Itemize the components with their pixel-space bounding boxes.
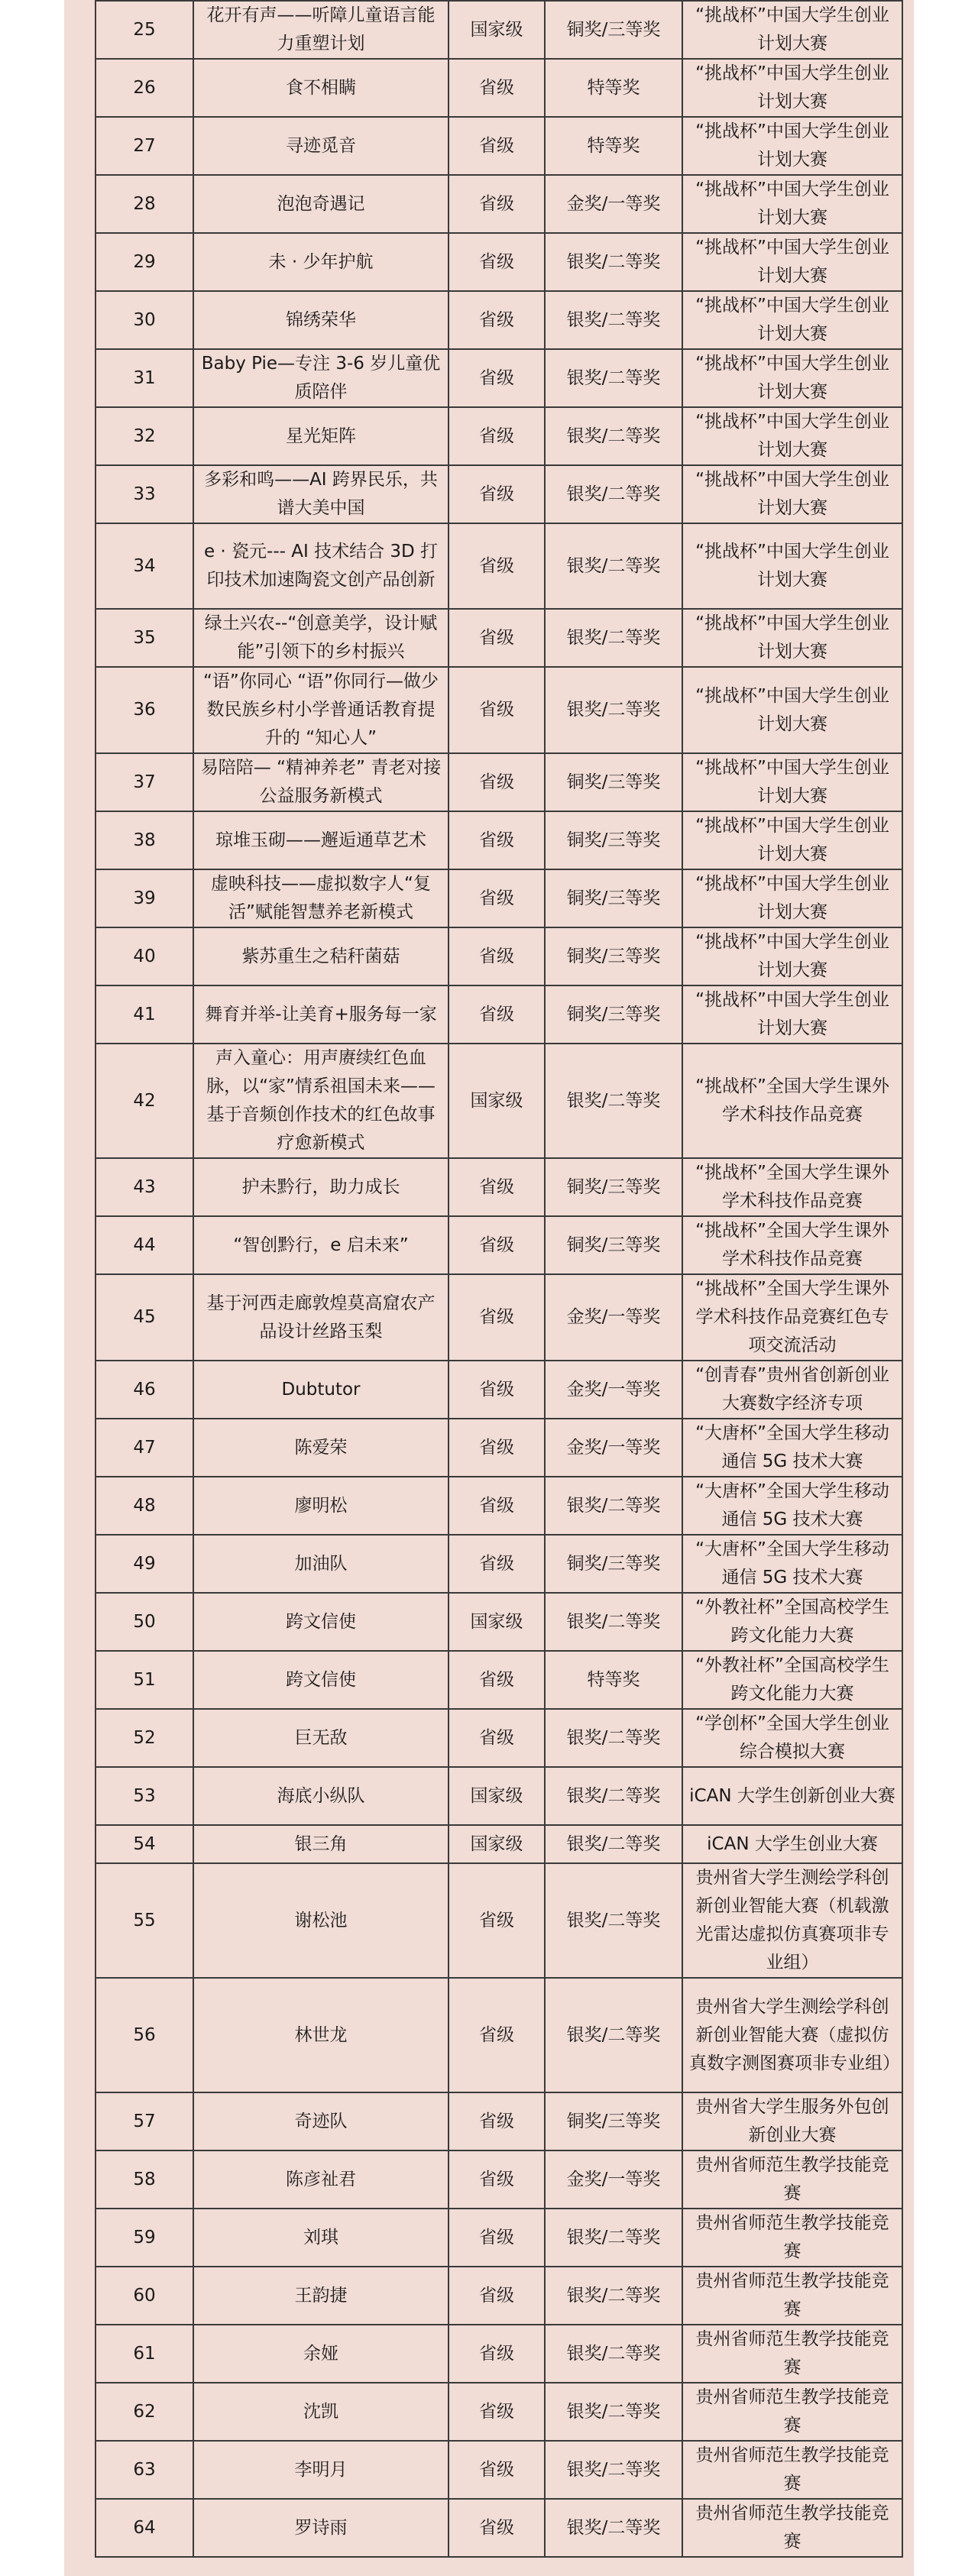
table-row	[96, 1158, 902, 1216]
award-level-cell: 省级	[449, 1863, 545, 1978]
award-grade-cell: 银奖/二等奖	[545, 2383, 682, 2441]
row-number-cell: 47	[96, 1419, 193, 1477]
award-grade-cell: 银奖/二等奖	[545, 1863, 682, 1978]
row-number-cell: 62	[96, 2383, 193, 2441]
row-number-cell: 57	[96, 2092, 193, 2150]
project-name-cell: 基于河西走廊敦煌莫高窟农产品设计丝路玉梨	[193, 1274, 449, 1361]
award-grade-cell: 银奖/二等奖	[545, 1767, 682, 1825]
table-row	[96, 523, 902, 609]
award-grade-cell: 银奖/二等奖	[545, 233, 682, 291]
award-grade-cell: 铜奖/三等奖	[545, 2092, 682, 2150]
award-level-cell: 省级	[449, 2267, 545, 2325]
competition-name-cell: “挑战杯”中国大学生创业计划大赛	[682, 59, 902, 117]
award-level-cell: 国家级	[449, 1044, 545, 1158]
project-name-cell: 泡泡奇遇记	[193, 175, 449, 233]
project-name-cell: 余娅	[193, 2325, 449, 2383]
table-row	[96, 985, 902, 1044]
award-level-cell: 省级	[449, 175, 545, 233]
competition-name-cell: “挑战杯”全国大学生课外学术科技作品竞赛	[682, 1216, 902, 1274]
row-number-cell: 42	[96, 1044, 193, 1158]
award-level-cell: 省级	[449, 465, 545, 523]
project-name-cell: 易陪陪— “精神养老” 青老对接公益服务新模式	[193, 753, 449, 811]
project-name-cell: 绿土兴农--“创意美学，设计赋能”引领下的乡村振兴	[193, 609, 449, 667]
table-row	[96, 927, 902, 985]
competition-name-cell: “挑战杯”中国大学生创业计划大赛	[682, 291, 902, 349]
table-row	[96, 59, 902, 117]
competition-name-cell: “大唐杯”全国大学生移动通信 5G 技术大赛	[682, 1535, 902, 1593]
award-grade-cell: 金奖/一等奖	[545, 1274, 682, 1361]
project-name-cell: 食不相瞒	[193, 59, 449, 117]
project-name-cell: 银三角	[193, 1825, 449, 1863]
row-number-cell: 52	[96, 1709, 193, 1767]
competition-name-cell: “大唐杯”全国大学生移动通信 5G 技术大赛	[682, 1419, 902, 1477]
row-number-cell: 41	[96, 985, 193, 1044]
project-name-cell: 多彩和鸣——AI 跨界民乐，共谱大美中国	[193, 465, 449, 523]
project-name-cell: 罗诗雨	[193, 2499, 449, 2557]
award-level-cell: 国家级	[449, 1593, 545, 1651]
table-row	[96, 1593, 902, 1651]
competition-name-cell: 贵州省大学生服务外包创新创业大赛	[682, 2092, 902, 2150]
project-name-cell: 李明月	[193, 2441, 449, 2499]
award-level-cell: 省级	[449, 1651, 545, 1709]
award-grade-cell: 银奖/二等奖	[545, 609, 682, 667]
project-name-cell: 巨无敌	[193, 1709, 449, 1767]
table-row	[96, 1477, 902, 1535]
competition-name-cell: “挑战杯”中国大学生创业计划大赛	[682, 609, 902, 667]
award-grade-cell: 铜奖/三等奖	[545, 753, 682, 811]
row-number-cell: 63	[96, 2441, 193, 2499]
table-row	[96, 2499, 902, 2557]
row-number-cell: 64	[96, 2499, 193, 2557]
row-number-cell: 31	[96, 349, 193, 407]
award-level-cell: 省级	[449, 2209, 545, 2267]
row-number-cell: 37	[96, 753, 193, 811]
project-name-cell: 星光矩阵	[193, 407, 449, 465]
row-number-cell: 38	[96, 811, 193, 869]
project-name-cell: 护未黔行，助力成长	[193, 1158, 449, 1216]
project-name-cell: 琼堆玉砌——邂逅通草艺术	[193, 811, 449, 869]
row-number-cell: 49	[96, 1535, 193, 1593]
row-number-cell: 40	[96, 927, 193, 985]
competition-name-cell: “挑战杯”中国大学生创业计划大赛	[682, 667, 902, 753]
award-level-cell: 省级	[449, 667, 545, 753]
table-row	[96, 1, 902, 59]
competition-name-cell: 贵州省师范生教学技能竞赛	[682, 2267, 902, 2325]
award-level-cell: 省级	[449, 1158, 545, 1216]
table-row	[96, 1709, 902, 1767]
award-level-cell: 国家级	[449, 1, 545, 59]
award-grade-cell: 银奖/二等奖	[545, 1709, 682, 1767]
project-name-cell: 陈彦祉君	[193, 2150, 449, 2209]
award-level-cell: 省级	[449, 1274, 545, 1361]
award-level-cell: 省级	[449, 291, 545, 349]
competition-name-cell: “外教社杯”全国高校学生跨文化能力大赛	[682, 1593, 902, 1651]
award-grade-cell: 金奖/一等奖	[545, 1361, 682, 1419]
award-grade-cell: 银奖/二等奖	[545, 291, 682, 349]
award-level-cell: 省级	[449, 753, 545, 811]
award-level-cell: 省级	[449, 1477, 545, 1535]
award-level-cell: 省级	[449, 1709, 545, 1767]
award-grade-cell: 铜奖/三等奖	[545, 985, 682, 1044]
award-grade-cell: 银奖/二等奖	[545, 1477, 682, 1535]
competition-name-cell: “挑战杯”中国大学生创业计划大赛	[682, 869, 902, 927]
award-level-cell: 省级	[449, 349, 545, 407]
competition-name-cell: 贵州省大学生测绘学科创新创业智能大赛（机载激光雷达虚拟仿真赛项非专业组）	[682, 1863, 902, 1978]
table-row	[96, 2209, 902, 2267]
table-row	[96, 291, 902, 349]
award-grade-cell: 银奖/二等奖	[545, 465, 682, 523]
competition-name-cell: “挑战杯”中国大学生创业计划大赛	[682, 811, 902, 869]
awards-table	[95, 0, 903, 2558]
award-level-cell: 省级	[449, 985, 545, 1044]
project-name-cell: 沈凯	[193, 2383, 449, 2441]
project-name-cell: 奇迹队	[193, 2092, 449, 2150]
table-row	[96, 869, 902, 927]
award-level-cell: 省级	[449, 2499, 545, 2557]
row-number-cell: 29	[96, 233, 193, 291]
table-row	[96, 2325, 902, 2383]
row-number-cell: 36	[96, 667, 193, 753]
row-number-cell: 56	[96, 1978, 193, 2092]
competition-name-cell: “挑战杯”全国大学生课外学术科技作品竞赛	[682, 1044, 902, 1158]
row-number-cell: 27	[96, 117, 193, 175]
competition-name-cell: “学创杯”全国大学生创业综合模拟大赛	[682, 1709, 902, 1767]
award-grade-cell: 银奖/二等奖	[545, 2267, 682, 2325]
row-number-cell: 39	[96, 869, 193, 927]
row-number-cell: 25	[96, 1, 193, 59]
award-grade-cell: 铜奖/三等奖	[545, 1, 682, 59]
competition-name-cell: 贵州省师范生教学技能竞赛	[682, 2441, 902, 2499]
competition-name-cell: 贵州省大学生测绘学科创新创业智能大赛（虚拟仿真数字测图赛项非专业组）	[682, 1978, 902, 2092]
row-number-cell: 59	[96, 2209, 193, 2267]
table-row	[96, 667, 902, 753]
table-row	[96, 2150, 902, 2209]
award-level-cell: 省级	[449, 869, 545, 927]
award-level-cell: 国家级	[449, 1767, 545, 1825]
award-level-cell: 省级	[449, 609, 545, 667]
table-row	[96, 2383, 902, 2441]
project-name-cell: 花开有声——听障儿童语言能力重塑计划	[193, 1, 449, 59]
project-name-cell: 声入童心：用声赓续红色血脉，以“家”情系祖国未来——基于音频创作技术的红色故事疗愈新模式	[193, 1044, 449, 1158]
table-row	[96, 1978, 902, 2092]
table-row	[96, 465, 902, 523]
award-level-cell: 省级	[449, 1535, 545, 1593]
project-name-cell: 谢松池	[193, 1863, 449, 1978]
table-row	[96, 175, 902, 233]
award-grade-cell: 银奖/二等奖	[545, 2499, 682, 2557]
award-level-cell: 省级	[449, 2383, 545, 2441]
table-row	[96, 2441, 902, 2499]
competition-name-cell: “挑战杯”中国大学生创业计划大赛	[682, 407, 902, 465]
project-name-cell: 王韵捷	[193, 2267, 449, 2325]
award-grade-cell: 银奖/二等奖	[545, 667, 682, 753]
award-level-cell: 省级	[449, 811, 545, 869]
row-number-cell: 33	[96, 465, 193, 523]
table-row	[96, 117, 902, 175]
project-name-cell: 未 · 少年护航	[193, 233, 449, 291]
award-grade-cell: 铜奖/三等奖	[545, 927, 682, 985]
award-level-cell: 省级	[449, 1361, 545, 1419]
project-name-cell: “智创黔行，e 启未来”	[193, 1216, 449, 1274]
row-number-cell: 46	[96, 1361, 193, 1419]
row-number-cell: 45	[96, 1274, 193, 1361]
row-number-cell: 60	[96, 2267, 193, 2325]
competition-name-cell: iCAN 大学生创业大赛	[682, 1825, 902, 1863]
project-name-cell: “语”你同心 “语”你同行—做少数民族乡村小学普通话教育提升的 “知心人”	[193, 667, 449, 753]
award-level-cell: 国家级	[449, 1825, 545, 1863]
award-grade-cell: 银奖/二等奖	[545, 2209, 682, 2267]
project-name-cell: 海底小纵队	[193, 1767, 449, 1825]
award-grade-cell: 银奖/二等奖	[545, 1978, 682, 2092]
project-name-cell: 跨文信使	[193, 1651, 449, 1709]
table-row	[96, 2267, 902, 2325]
award-level-cell: 省级	[449, 233, 545, 291]
project-name-cell: 虚映科技——虚拟数字人“复活”赋能智慧养老新模式	[193, 869, 449, 927]
table-row	[96, 753, 902, 811]
competition-name-cell: “大唐杯”全国大学生移动通信 5G 技术大赛	[682, 1477, 902, 1535]
award-grade-cell: 金奖/一等奖	[545, 2150, 682, 2209]
award-level-cell: 省级	[449, 117, 545, 175]
award-grade-cell: 金奖/一等奖	[545, 1419, 682, 1477]
table-row	[96, 1767, 902, 1825]
award-grade-cell: 银奖/二等奖	[545, 407, 682, 465]
competition-name-cell: 贵州省师范生教学技能竞赛	[682, 2383, 902, 2441]
project-name-cell: Dubtutor	[193, 1361, 449, 1419]
competition-name-cell: “挑战杯”中国大学生创业计划大赛	[682, 927, 902, 985]
document-page	[64, 0, 914, 2576]
project-name-cell: 紫苏重生之秸秆菌菇	[193, 927, 449, 985]
table-row	[96, 349, 902, 407]
competition-name-cell: “创青春”贵州省创新创业大赛数字经济专项	[682, 1361, 902, 1419]
row-number-cell: 32	[96, 407, 193, 465]
project-name-cell: 锦绣荣华	[193, 291, 449, 349]
row-number-cell: 35	[96, 609, 193, 667]
project-name-cell: 加油队	[193, 1535, 449, 1593]
project-name-cell: 陈爱荣	[193, 1419, 449, 1477]
row-number-cell: 61	[96, 2325, 193, 2383]
competition-name-cell: 贵州省师范生教学技能竞赛	[682, 2499, 902, 2557]
competition-name-cell: 贵州省师范生教学技能竞赛	[682, 2150, 902, 2209]
project-name-cell: 寻迹觅音	[193, 117, 449, 175]
table-row	[96, 1535, 902, 1593]
award-grade-cell: 特等奖	[545, 59, 682, 117]
award-grade-cell: 特等奖	[545, 117, 682, 175]
table-row	[96, 1361, 902, 1419]
competition-name-cell: “外教社杯”全国高校学生跨文化能力大赛	[682, 1651, 902, 1709]
award-grade-cell: 银奖/二等奖	[545, 1593, 682, 1651]
competition-name-cell: “挑战杯”中国大学生创业计划大赛	[682, 233, 902, 291]
row-number-cell: 34	[96, 523, 193, 609]
award-grade-cell: 铜奖/三等奖	[545, 869, 682, 927]
competition-name-cell: “挑战杯”全国大学生课外学术科技作品竞赛红色专项交流活动	[682, 1274, 902, 1361]
award-level-cell: 省级	[449, 1216, 545, 1274]
award-grade-cell: 银奖/二等奖	[545, 1044, 682, 1158]
award-grade-cell: 特等奖	[545, 1651, 682, 1709]
award-grade-cell: 银奖/二等奖	[545, 2441, 682, 2499]
award-level-cell: 省级	[449, 59, 545, 117]
competition-name-cell: 贵州省师范生教学技能竞赛	[682, 2209, 902, 2267]
competition-name-cell: “挑战杯”中国大学生创业计划大赛	[682, 985, 902, 1044]
table-row	[96, 1216, 902, 1274]
row-number-cell: 30	[96, 291, 193, 349]
table-row	[96, 2092, 902, 2150]
competition-name-cell: “挑战杯”中国大学生创业计划大赛	[682, 1, 902, 59]
competition-name-cell: “挑战杯”中国大学生创业计划大赛	[682, 175, 902, 233]
project-name-cell: Baby Pie—专注 3-6 岁儿童优质陪伴	[193, 349, 449, 407]
project-name-cell: 廖明松	[193, 1477, 449, 1535]
row-number-cell: 43	[96, 1158, 193, 1216]
award-level-cell: 省级	[449, 407, 545, 465]
row-number-cell: 26	[96, 59, 193, 117]
row-number-cell: 48	[96, 1477, 193, 1535]
table-row	[96, 811, 902, 869]
row-number-cell: 53	[96, 1767, 193, 1825]
competition-name-cell: 贵州省师范生教学技能竞赛	[682, 2325, 902, 2383]
table-row	[96, 1863, 902, 1978]
competition-name-cell: “挑战杯”中国大学生创业计划大赛	[682, 523, 902, 609]
award-grade-cell: 银奖/二等奖	[545, 523, 682, 609]
table-row	[96, 1044, 902, 1158]
competition-name-cell: iCAN 大学生创新创业大赛	[682, 1767, 902, 1825]
award-level-cell: 省级	[449, 2325, 545, 2383]
competition-name-cell: “挑战杯”中国大学生创业计划大赛	[682, 349, 902, 407]
project-name-cell: 林世龙	[193, 1978, 449, 2092]
row-number-cell: 54	[96, 1825, 193, 1863]
table-row	[96, 1651, 902, 1709]
award-grade-cell: 银奖/二等奖	[545, 349, 682, 407]
award-level-cell: 省级	[449, 2150, 545, 2209]
award-grade-cell: 铜奖/三等奖	[545, 1216, 682, 1274]
award-grade-cell: 铜奖/三等奖	[545, 811, 682, 869]
table-row	[96, 233, 902, 291]
award-level-cell: 省级	[449, 2441, 545, 2499]
project-name-cell: 舞育并举-让美育+服务每一家	[193, 985, 449, 1044]
project-name-cell: 刘琪	[193, 2209, 449, 2267]
row-number-cell: 55	[96, 1863, 193, 1978]
award-grade-cell: 银奖/二等奖	[545, 1825, 682, 1863]
competition-name-cell: “挑战杯”中国大学生创业计划大赛	[682, 117, 902, 175]
row-number-cell: 58	[96, 2150, 193, 2209]
award-grade-cell: 银奖/二等奖	[545, 2325, 682, 2383]
table-row	[96, 407, 902, 465]
award-grade-cell: 金奖/一等奖	[545, 175, 682, 233]
table-row	[96, 1419, 902, 1477]
table-row	[96, 1825, 902, 1863]
row-number-cell: 44	[96, 1216, 193, 1274]
award-grade-cell: 铜奖/三等奖	[545, 1158, 682, 1216]
competition-name-cell: “挑战杯”中国大学生创业计划大赛	[682, 753, 902, 811]
award-level-cell: 省级	[449, 2092, 545, 2150]
row-number-cell: 51	[96, 1651, 193, 1709]
award-grade-cell: 铜奖/三等奖	[545, 1535, 682, 1593]
project-name-cell: e · 瓷元--- AI 技术结合 3D 打印技术加速陶瓷文创产品创新	[193, 523, 449, 609]
competition-name-cell: “挑战杯”全国大学生课外学术科技作品竞赛	[682, 1158, 902, 1216]
award-level-cell: 省级	[449, 1419, 545, 1477]
award-level-cell: 省级	[449, 927, 545, 985]
row-number-cell: 28	[96, 175, 193, 233]
project-name-cell: 跨文信使	[193, 1593, 449, 1651]
competition-name-cell: “挑战杯”中国大学生创业计划大赛	[682, 465, 902, 523]
row-number-cell: 50	[96, 1593, 193, 1651]
awards-table-body	[96, 1, 902, 2557]
table-row	[96, 609, 902, 667]
award-level-cell: 省级	[449, 1978, 545, 2092]
award-level-cell: 省级	[449, 523, 545, 609]
table-row	[96, 1274, 902, 1361]
